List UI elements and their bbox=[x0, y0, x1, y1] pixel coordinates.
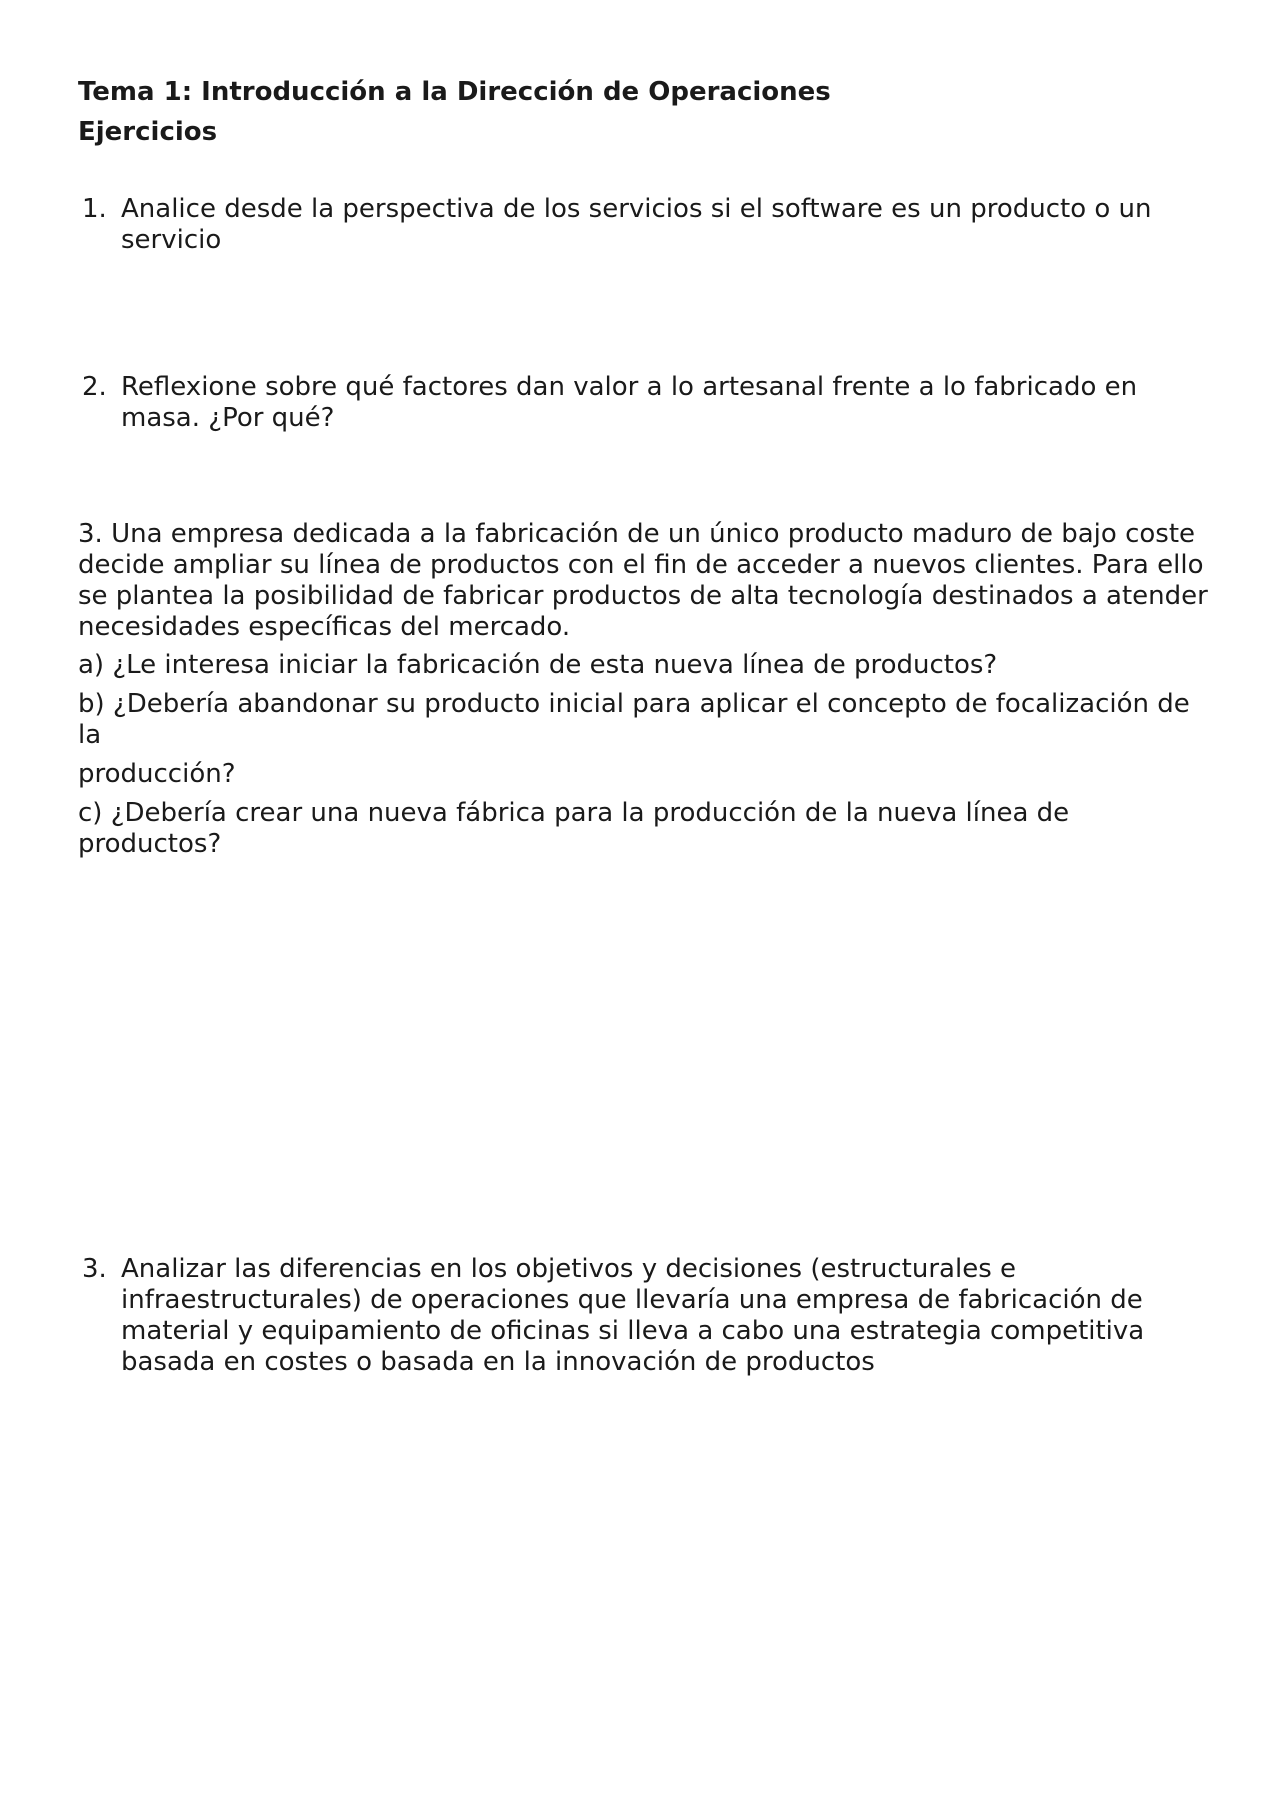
exercise-4 bbox=[78, 1254, 1218, 1378]
exercise-2-text: Reflexione sobre qué factores dan valor a lo artesanal frente a lo fabricado en masa. ¿Por qué? bbox=[121, 372, 1138, 433]
exercise-3 bbox=[78, 519, 1228, 860]
exercise-1-text: Analice desde la perspectiva de los servicios si el software es un producto o un servicio bbox=[121, 194, 1152, 255]
exercise-4-text: Analizar las diferencias en los objetivos y decisiones (estructurales e infraestructurales) de operaciones que llevaría una empresa de fabricación de material y equipamiento de oficinas si lleva a cabo una estrategia competitiva basada en costes o basada en la innovación de productos bbox=[121, 1254, 1145, 1377]
exercise-4-number: 3. bbox=[82, 1254, 107, 1284]
exercise-3-intro: 3. Una empresa dedicada a la fabricación de un único producto maduro de bajo coste decide ampliar su línea de productos con el fin de acceder a nuevos clientes. Para ello se plantea la posibilidad de fabricar productos de alta tecnología destinados a atender necesidades específicas del mercado. bbox=[78, 519, 1208, 642]
exercise-3-question-a: a) ¿Le interesa iniciar la fabricación de esta nueva línea de productos? bbox=[78, 650, 998, 680]
exercise-3-question-c: c) ¿Debería crear una nueva fábrica para la producción de la nueva línea de productos? bbox=[78, 798, 1070, 859]
exercise-2-number: 2. bbox=[82, 372, 107, 402]
exercise-3-question-b-continued: producción? bbox=[78, 759, 236, 789]
exercise-1 bbox=[78, 194, 1218, 256]
document-header bbox=[78, 72, 1218, 152]
exercise-3-question-b: b) ¿Debería abandonar su producto inicial para aplicar el concepto de focalización de la bbox=[78, 689, 1190, 750]
exercise-2 bbox=[78, 372, 1218, 434]
exercise-1-number: 1. bbox=[82, 194, 107, 224]
page-subtitle: Ejercicios bbox=[78, 117, 218, 147]
page-title: Tema 1: Introducción a la Dirección de Operaciones bbox=[78, 77, 831, 107]
